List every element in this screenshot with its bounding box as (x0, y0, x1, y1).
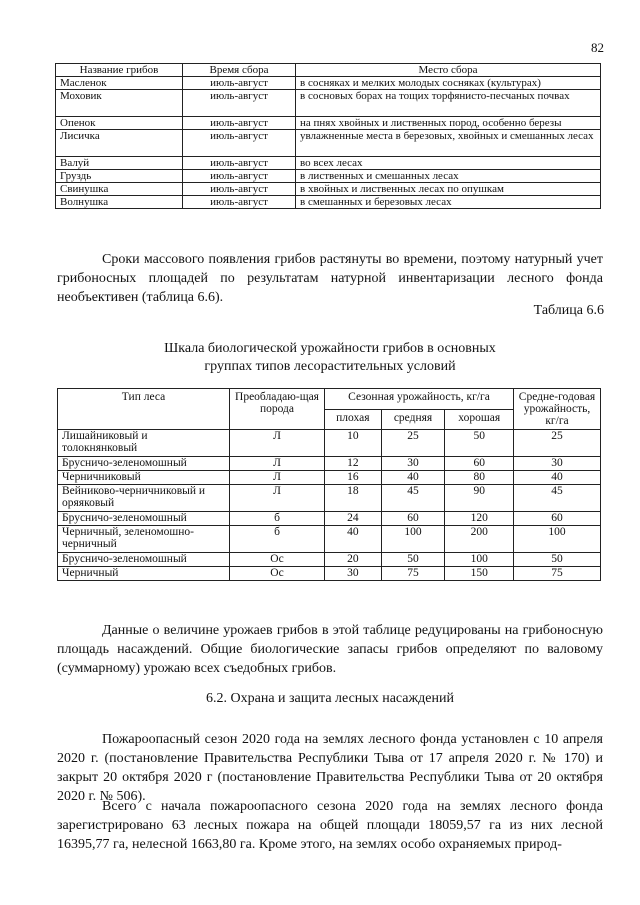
cell-average: 40 (514, 471, 601, 485)
table-row (56, 77, 601, 90)
cell-place: в хвойных и лиственных лесах по опушкам (296, 183, 601, 196)
cell-average: 75 (514, 567, 601, 581)
cell-dominant: Л (230, 485, 325, 512)
cell-place: во всех лесах (296, 157, 601, 170)
table-row (58, 512, 601, 526)
cell-bad: 12 (325, 457, 382, 471)
cell-dominant: Л (230, 457, 325, 471)
cell-time: июль-август (183, 196, 296, 209)
cell-dominant: Л (230, 430, 325, 457)
cell-good: 80 (445, 471, 514, 485)
table-row (56, 196, 601, 209)
paragraph-4: Всего с начала пожароопасного сезона 2020 года на землях лесного фонда зарегистрировано 63 лесных пожара на общей площади 18059,57 га из них лесной 16395,77 га, нелесной 1663,80 га. Кроме этого, на землях особо охраняемых природ- (57, 799, 603, 852)
paragraph-3: Пожароопасный сезон 2020 года на землях лесного фонда установлен с 10 апреля 2020 г. (постановление Правительства Республики Тыва от 17 апреля 2020 г. № 170) и закрыт 20 октября 2020 г (постановление Правительства Республики Тыва от 20 октября 2020 г. № 506). (57, 732, 603, 804)
cell-mid: 45 (381, 485, 445, 512)
header-average: Средне-годовая урожайность, кг/га (514, 389, 601, 430)
cell-name: Свинушка (56, 183, 183, 196)
paragraph-2: Данные о величине урожаев грибов в этой таблице редуцированы на грибоносную площадь насаждений. Общие биологические запасы грибов определяют по валовому (суммарному) урожаю всех съедобных грибов. (57, 623, 603, 676)
header-good: хорошая (445, 409, 514, 430)
section-heading: 6.2. Охрана и защита лесных насаждений (206, 691, 454, 706)
cell-dominant: б (230, 526, 325, 553)
cell-mid: 100 (381, 526, 445, 553)
cell-good: 150 (445, 567, 514, 581)
table-row (56, 90, 601, 117)
cell-average: 45 (514, 485, 601, 512)
cell-time: июль-август (183, 130, 296, 157)
table-row (58, 457, 601, 471)
page-number: 82 (591, 40, 604, 55)
header-name: Название грибов (56, 64, 183, 77)
cell-bad: 16 (325, 471, 382, 485)
cell-bad: 10 (325, 430, 382, 457)
cell-time: июль-август (183, 157, 296, 170)
table-row (56, 183, 601, 196)
cell-good: 60 (445, 457, 514, 471)
cell-place: на пнях хвойных и лиственных пород, особенно березы (296, 117, 601, 130)
header-bad: плохая (325, 409, 382, 430)
header-time: Время сбора (183, 64, 296, 77)
table-label: Таблица 6.6 (533, 303, 604, 318)
cell-mid: 25 (381, 430, 445, 457)
cell-forest: Брусничо-зеленомошный (58, 457, 230, 471)
table-row (58, 485, 601, 512)
table-row (58, 526, 601, 553)
cell-average: 50 (514, 553, 601, 567)
cell-bad: 30 (325, 567, 382, 581)
cell-bad: 18 (325, 485, 382, 512)
table2-title-line2: группах типов лесорастительных условий (204, 359, 456, 374)
header-forest-type: Тип леса (58, 389, 230, 430)
cell-average: 30 (514, 457, 601, 471)
cell-name: Волнушка (56, 196, 183, 209)
table-row (56, 157, 601, 170)
cell-forest: Черничниковый (58, 471, 230, 485)
cell-place: в сосняках и мелких молодых сосняках (культурах) (296, 77, 601, 90)
cell-name: Лисичка (56, 130, 183, 157)
table-row (56, 170, 601, 183)
cell-good: 50 (445, 430, 514, 457)
cell-bad: 24 (325, 512, 382, 526)
cell-forest: Брусничо-зеленомошный (58, 553, 230, 567)
table-row (56, 130, 601, 157)
cell-good: 90 (445, 485, 514, 512)
cell-forest: Черничный (58, 567, 230, 581)
cell-mid: 40 (381, 471, 445, 485)
cell-time: июль-август (183, 90, 296, 117)
cell-place: увлажненные места в березовых, хвойных и смешанных лесах (296, 130, 601, 157)
cell-name: Груздь (56, 170, 183, 183)
cell-time: июль-август (183, 77, 296, 90)
cell-dominant: Ос (230, 553, 325, 567)
cell-bad: 20 (325, 553, 382, 567)
cell-good: 200 (445, 526, 514, 553)
cell-bad: 40 (325, 526, 382, 553)
paragraph-1: Сроки массового появления грибов растянуты во времени, поэтому натурный учет грибоносных площадей по результатам натурной инвентаризации лесного фонда необъективен (таблица 6.6). (57, 252, 603, 305)
cell-time: июль-август (183, 170, 296, 183)
cell-good: 100 (445, 553, 514, 567)
cell-dominant: Л (230, 471, 325, 485)
cell-forest: Черничный, зеленомошно-черничный (58, 526, 230, 553)
cell-name: Моховик (56, 90, 183, 117)
cell-average: 60 (514, 512, 601, 526)
header-place: Место сбора (296, 64, 601, 77)
yield-table (57, 388, 601, 581)
cell-name: Валуй (56, 157, 183, 170)
cell-forest: Брусничо-зеленомошный (58, 512, 230, 526)
cell-time: июль-август (183, 117, 296, 130)
header-seasonal: Сезонная урожайность, кг/га (325, 389, 514, 410)
cell-time: июль-август (183, 183, 296, 196)
cell-average: 25 (514, 430, 601, 457)
cell-forest: Вейниково-черничниковый и оряяковый (58, 485, 230, 512)
cell-mid: 50 (381, 553, 445, 567)
table-row (58, 430, 601, 457)
cell-name: Опенок (56, 117, 183, 130)
cell-place: в смешанных и березовых лесах (296, 196, 601, 209)
cell-place: в лиственных и смешанных лесах (296, 170, 601, 183)
cell-forest: Лишайниковый и толокнянковый (58, 430, 230, 457)
table-row (58, 553, 601, 567)
table-row (58, 567, 601, 581)
cell-dominant: Ос (230, 567, 325, 581)
table-row (58, 471, 601, 485)
cell-mid: 30 (381, 457, 445, 471)
table-row (56, 117, 601, 130)
cell-dominant: б (230, 512, 325, 526)
table2-title-line1: Шкала биологической урожайности грибов в основных (164, 341, 496, 356)
cell-good: 120 (445, 512, 514, 526)
cell-place: в сосновых борах на тощих торфянисто-песчаных почвах (296, 90, 601, 117)
header-dominant: Преобладаю-щая порода (230, 389, 325, 430)
cell-average: 100 (514, 526, 601, 553)
mushroom-table (55, 63, 601, 209)
header-mid: средняя (381, 409, 445, 430)
cell-mid: 75 (381, 567, 445, 581)
cell-mid: 60 (381, 512, 445, 526)
cell-name: Масленок (56, 77, 183, 90)
